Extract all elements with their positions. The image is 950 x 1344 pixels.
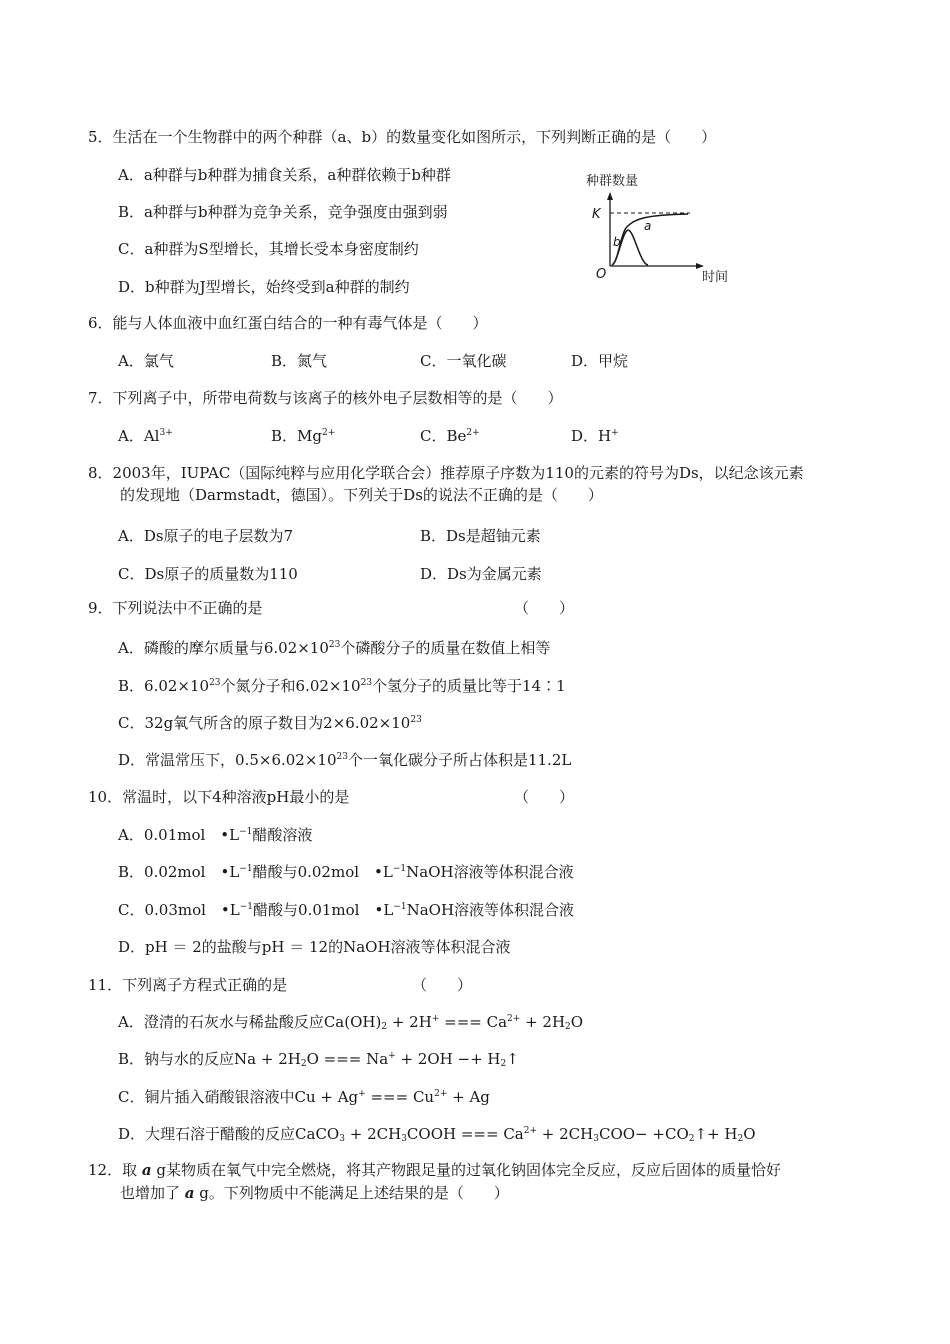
q7-option-d: D．H+ [571,427,619,445]
q5-stem: 5．生活在一个生物群中的两个种群（a、b）的数量变化如图所示，下列判断正确的是（ ） [88,128,717,146]
q5-option-c: C．a种群为S型增长，其增长受本身密度制约 [118,240,419,258]
q7-option-c: C．$Be^{2+}$ [420,427,480,445]
q6-option-a: A．氯气 [118,352,174,370]
q7-option-a: A．$Al^{3+}$ [118,427,173,445]
q8-option-d: D．Ds为金属元素 [420,565,542,583]
q5-option-d: D．b种群为J型增长，始终受到a种群的制约 [118,278,410,296]
q11-answer-paren: （ ） [412,976,473,994]
curve-a-label: a [644,219,652,233]
q12-stem-line2: 也增加了 a g。下列物质中不能满足上述结果的是（ ） [120,1184,509,1202]
q9-stem: 9．下列说法中不正确的是 [88,599,263,617]
q8-option-a: A．Ds原子的电子层数为7 [118,527,294,545]
q10-stem: 10．常温时，以下4种溶液pH最小的是 [88,788,350,806]
figure-k-label: K [592,207,601,222]
q11-option-d: D．大理石溶于醋酸的反应CaCO$_3$ + $2CH_3COOH$ === $Ca^{2+} + 2CH_3COO-$ $+CO_2↑+ H_2O$ [118,1125,756,1144]
q8-option-b: B．Ds是超铀元素 [420,527,541,545]
population-growth-figure [582,168,752,288]
q7-stem: 7．下列离子中，所带电荷数与该离子的核外电子层数相等的是（ ） [88,389,563,407]
q9-option-a: A．磷酸的摩尔质量与$6.02\times 10^{23}$个磷酸分子的质量在数值上相等 [118,639,551,657]
curve-b-label: b [613,235,621,249]
q5-option-b: B．a种群与b种群为竞争关系，竞争强度由强到弱 [118,203,448,221]
q10-option-b: B．0.02mol $•L^{-1}$醋酸与0.02mol $•L^{-1}NaOH$溶液等体积混合液 [118,863,574,881]
q7-option-b: B．$Mg^{2+}$ [271,427,336,445]
figure-x-label: 时间 [702,270,729,285]
q10-option-d: D．pH ＝ 2的盐酸与pH ＝ 12的NaOH溶液等体积混合液 [118,938,511,956]
figure-origin-label: O [596,267,607,282]
q6-stem: 6．能与人体血液中血红蛋白结合的一种有毒气体是（ ） [88,314,488,332]
q10-option-a: A．0.01mol $•L^{-1}$醋酸溶液 [118,826,313,844]
q6-option-d: D．甲烷 [571,352,629,370]
q12-stem-line1: 12．取 a g某物质在氧气中完全燃烧，将其产物跟足量的过氧化钠固体完全反应，反应后固体的质量恰好 [88,1161,781,1179]
q6-option-b: B．氮气 [271,352,328,370]
q9-option-d: D．常温常压下，$0.5\times 6.02\times 10^{23}$个一氧化碳分子所占体积是11.2L [118,751,572,769]
figure-y-label: 种群数量 [586,174,639,189]
q10-option-c: C．0.03mol $•L^{-1}$醋酸与0.01mol $•L^{-1}NaOH$溶液等体积混合液 [118,901,575,919]
q10-answer-paren: （ ） [514,788,575,806]
q8-option-c: C．Ds原子的质量数为110 [118,565,298,583]
x-axis-arrow [696,263,704,269]
q9-option-b: B．$6.02\times 10^{23}$个氮分子和$6.02\times 10^{23}$个氢分子的质量比等于14∶1 [118,677,566,695]
q11-option-b: B．钠与水的反应$Na + 2H_2O$ === $Na^+ + 2OH -+ H_2↑$ [118,1050,519,1069]
q9-answer-paren: （ ） [514,599,575,617]
q11-option-a: A．澄清的石灰水与稀盐酸反应$Ca(OH)_2 + 2H^+$ === $Ca^{2+} + 2H_2O$ [118,1013,584,1032]
q11-option-c: C．铜片插入硝酸银溶液中Cu + Ag+ === $Cu^{2+} + Ag$ [118,1088,490,1106]
y-axis-arrow [607,192,613,200]
q8-stem-line2: 的发现地（Darmstadt，德国）。下列关于Ds的说法不正确的是（ ） [120,486,603,504]
q11-stem: 11．下列离子方程式正确的是 [88,976,288,994]
q5-option-a: A．a种群与b种群为捕食关系，a种群依赖于b种群 [118,166,451,184]
q8-stem-line1: 8．2003年，IUPAC（国际纯粹与应用化学联合会）推荐原子序数为110的元素的符号为Ds，以纪念该元素 [88,464,804,482]
q6-option-c: C．一氧化碳 [420,352,507,370]
q9-option-c: C．32g氧气所含的原子数目为$2\times 6.02\times 10^{23}$ [118,714,422,732]
